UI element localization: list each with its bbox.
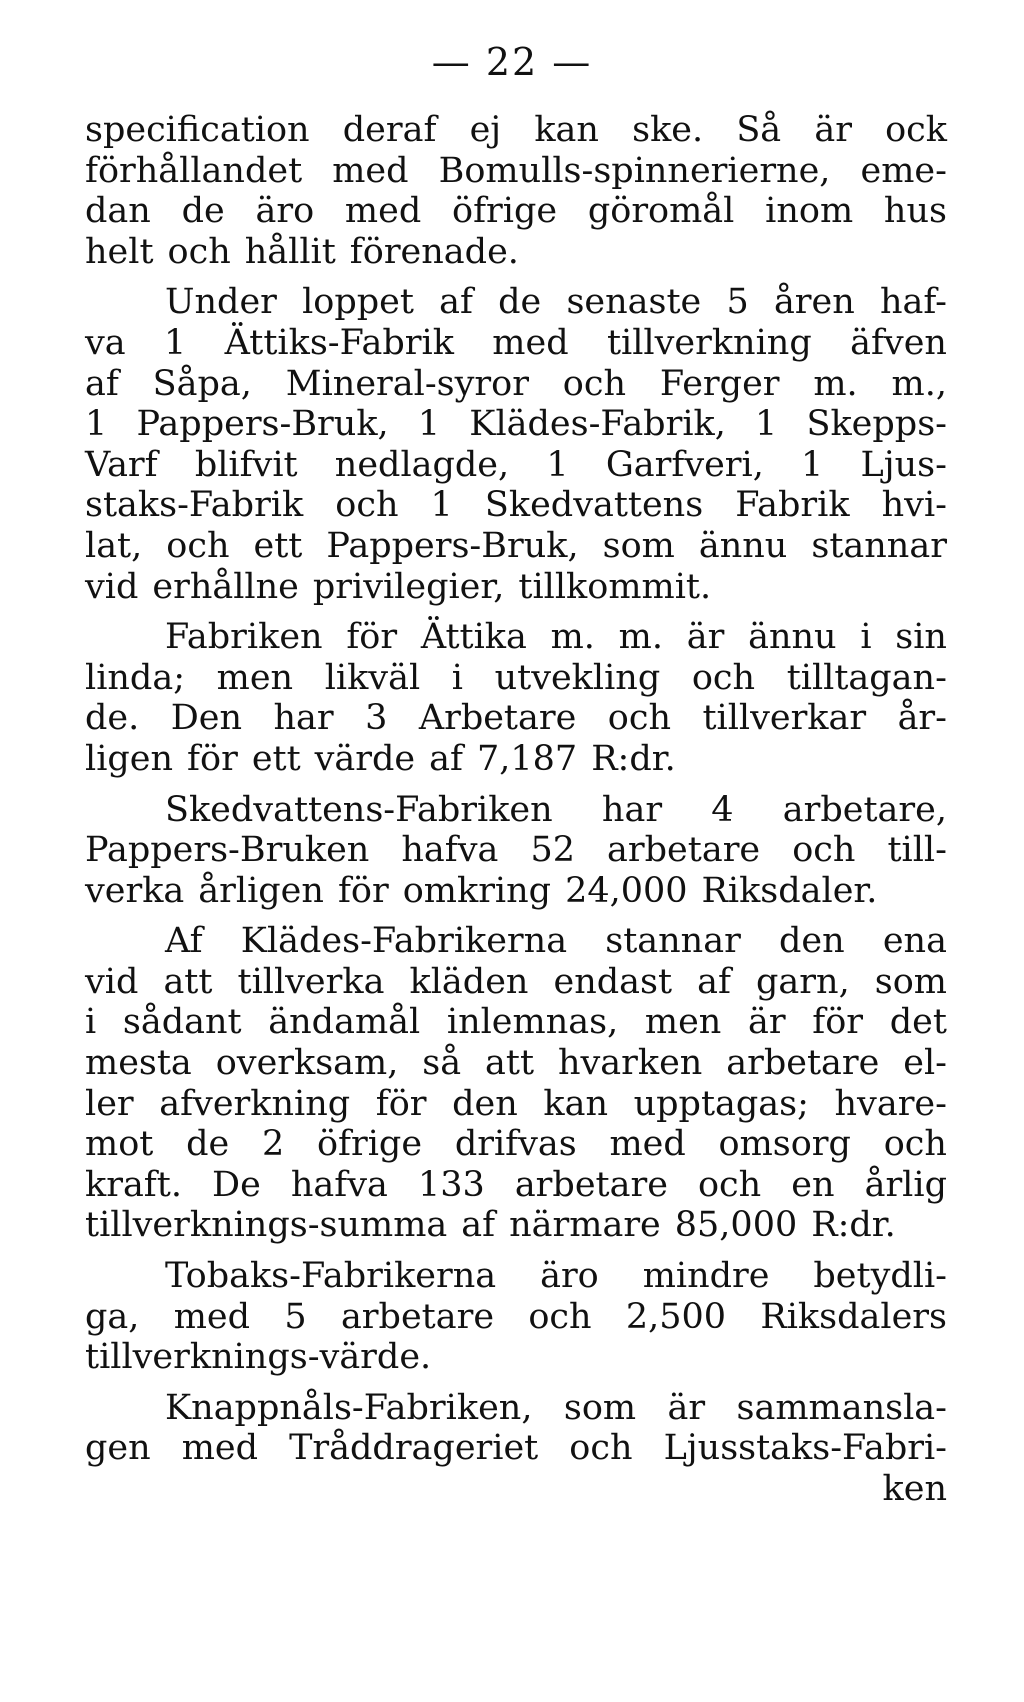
word: för <box>375 1083 427 1124</box>
word: af <box>429 738 463 779</box>
word: loppet <box>302 282 414 323</box>
text-line <box>85 962 947 1003</box>
word: Klädes-Fabrikerna <box>240 921 568 962</box>
word: Knappnåls-Fabriken, <box>165 1387 533 1428</box>
word: staks-Fabrik <box>85 485 304 526</box>
word: för <box>337 870 389 911</box>
word: overksam, <box>215 1043 399 1084</box>
word: nedlagde, <box>334 444 510 485</box>
word: Varf <box>85 444 158 485</box>
word: årlig <box>864 1164 947 1205</box>
word: 85,000 <box>674 1205 798 1246</box>
word: 1 <box>801 444 824 485</box>
word: Tråddrageriet <box>289 1428 539 1469</box>
text-line <box>85 1205 947 1246</box>
word: Garfveri, <box>605 444 764 485</box>
word: hvi- <box>881 485 947 526</box>
word: Skedvattens <box>484 485 704 526</box>
word: är <box>748 1002 786 1043</box>
word: kläden <box>409 961 529 1002</box>
text-line <box>85 445 947 486</box>
text-line <box>85 830 947 871</box>
text-line <box>85 1124 947 1165</box>
word: Pappers-Bruken <box>85 830 370 871</box>
word: med <box>181 1428 259 1469</box>
word: förenade. <box>349 231 519 272</box>
word: endast <box>553 961 673 1002</box>
paragraph <box>85 617 947 779</box>
word: eme- <box>860 150 947 191</box>
paragraph <box>85 110 947 272</box>
word: blifvit <box>194 444 298 485</box>
word: i <box>85 1002 97 1043</box>
word: omkring <box>402 870 552 911</box>
word: Arbetare <box>418 698 577 739</box>
word: linda; <box>85 657 185 698</box>
word: De <box>212 1164 261 1205</box>
word: den <box>452 1083 518 1124</box>
word: 133 <box>417 1164 485 1205</box>
word: senaste <box>566 282 702 323</box>
word: Ljusstaks-Fabri- <box>663 1428 947 1469</box>
text-line <box>85 698 947 739</box>
word: äro <box>540 1256 599 1297</box>
text-line <box>85 526 947 567</box>
word: deraf <box>342 110 437 150</box>
word: men <box>216 657 294 698</box>
word: sammansla- <box>736 1387 947 1428</box>
word: Riksdalers <box>760 1296 947 1337</box>
word: 2 <box>261 1124 285 1165</box>
word: värde <box>314 738 416 779</box>
word: kan <box>534 110 599 150</box>
word: R:dr. <box>591 738 676 779</box>
paragraph <box>85 1388 947 1469</box>
word: Skedvattens-Fabriken <box>165 789 553 830</box>
word: och <box>691 657 756 698</box>
word: att <box>163 961 213 1002</box>
text-line <box>85 1337 947 1378</box>
word: hus <box>883 191 947 232</box>
word: de <box>498 282 542 323</box>
word: förhållandet <box>85 150 303 191</box>
word: hafva <box>401 830 499 871</box>
word: hafva <box>290 1164 388 1205</box>
word: 3 <box>365 698 388 739</box>
word: år- <box>897 698 947 739</box>
word: 1 <box>430 485 453 526</box>
word: privilegier, <box>312 566 505 607</box>
word: tillverknings-summa <box>85 1205 448 1246</box>
word: och <box>792 830 856 871</box>
text-line <box>85 1043 947 1084</box>
word: arbetare <box>340 1296 495 1337</box>
text-line <box>85 1428 947 1469</box>
word: 1 <box>85 404 108 445</box>
word: Ättika <box>420 617 527 658</box>
text-line <box>85 1165 947 1206</box>
text-line <box>85 404 947 445</box>
word: el- <box>903 1043 947 1084</box>
text-line <box>85 1256 947 1297</box>
word: så <box>422 1043 462 1084</box>
word: som <box>602 525 675 566</box>
page-number-header: — 22 — <box>431 40 593 84</box>
word: stannar <box>811 525 947 566</box>
word: ej <box>469 110 502 150</box>
word: m. <box>813 363 858 404</box>
word: utvekling <box>494 657 661 698</box>
text-line <box>85 323 947 364</box>
word: Under <box>165 282 277 323</box>
word: 24,000 <box>565 870 688 911</box>
word: i <box>451 657 463 698</box>
text-line <box>85 921 947 962</box>
word: tillverkning <box>606 322 812 363</box>
text-line <box>85 110 947 151</box>
word: är <box>686 617 725 658</box>
word: som <box>563 1387 637 1428</box>
word: de <box>186 1124 230 1165</box>
word: 1 <box>164 322 187 363</box>
word: Ferger <box>659 363 780 404</box>
word: arbetare <box>607 830 761 871</box>
word: för <box>812 1002 864 1043</box>
word: inom <box>765 191 854 232</box>
word: dan <box>85 191 151 232</box>
catchword: ken <box>882 1469 947 1509</box>
word: af <box>697 961 731 1002</box>
word: Fabrik <box>735 485 850 526</box>
word: som <box>874 961 947 1002</box>
word: och <box>562 363 626 404</box>
word: och <box>569 1428 633 1469</box>
word: med <box>609 1124 686 1165</box>
word: afverkning <box>159 1083 351 1124</box>
word: Tobaks-Fabrikerna <box>165 1256 497 1297</box>
word: ännu <box>748 617 837 658</box>
word: 4 <box>711 789 734 830</box>
word: 52 <box>530 830 575 871</box>
text-line <box>85 1002 947 1043</box>
word: af <box>461 1205 496 1246</box>
word: m., <box>891 363 947 404</box>
word: mot <box>85 1124 154 1165</box>
word: att <box>485 1043 535 1084</box>
word: till- <box>887 830 947 871</box>
word: hållit <box>244 231 336 272</box>
word: af <box>439 282 473 323</box>
word: 1 <box>417 404 441 445</box>
word: va <box>85 322 126 363</box>
word: Ljus- <box>860 444 947 485</box>
word: R:dr. <box>811 1205 896 1246</box>
word: specification <box>85 110 310 150</box>
text-line <box>85 567 947 608</box>
word: 1 <box>546 444 569 485</box>
word: 5 <box>284 1296 307 1337</box>
word: Pappers-Bruk, <box>326 525 579 566</box>
word: ock <box>885 110 947 150</box>
word: och <box>607 698 671 739</box>
word: gen <box>85 1428 151 1469</box>
word: Fabriken <box>165 617 323 658</box>
text-line <box>85 151 947 192</box>
word: med <box>492 322 569 363</box>
word: ligen <box>85 738 174 779</box>
word: tilltagan- <box>786 657 947 698</box>
word: Mineral-syror <box>285 363 529 404</box>
word: tillverkar <box>702 698 867 739</box>
word: m. <box>618 617 663 658</box>
word: med <box>332 150 409 191</box>
word: kraft. <box>85 1164 182 1205</box>
word: garn, <box>756 961 850 1002</box>
text-line <box>85 871 947 912</box>
text-line <box>85 790 947 831</box>
word: stannar <box>605 921 741 962</box>
word: inlemnas, <box>446 1002 619 1043</box>
word: vid <box>85 961 139 1002</box>
word: Bomulls-spinnerierne, <box>438 150 831 191</box>
word: betydli- <box>813 1256 947 1297</box>
word: och <box>167 231 231 272</box>
word: 5 <box>726 282 749 323</box>
word: ändamål <box>268 1002 421 1043</box>
word: de <box>181 191 225 232</box>
text-line <box>85 739 947 780</box>
word: äfven <box>850 322 947 363</box>
paragraph <box>85 1256 947 1378</box>
word: tillverka <box>237 961 385 1002</box>
text-line <box>85 364 947 405</box>
word: och <box>883 1124 947 1165</box>
word: för <box>346 617 398 658</box>
word: är <box>667 1387 706 1428</box>
word: det <box>889 1002 947 1043</box>
paragraph <box>85 282 947 607</box>
word: af <box>85 363 119 404</box>
word: 7,187 <box>476 738 578 779</box>
word: ett <box>251 738 301 779</box>
word: och <box>335 485 399 526</box>
word: i <box>860 617 872 658</box>
text-line <box>85 1084 947 1125</box>
word: verka <box>85 870 185 911</box>
word: ga, <box>85 1296 140 1337</box>
word: upptagas; <box>633 1083 809 1124</box>
word: ler <box>85 1083 134 1124</box>
word: arbetare <box>514 1164 668 1205</box>
word: ske. <box>632 110 704 150</box>
text-line <box>85 485 947 526</box>
text-line <box>85 282 947 323</box>
text-line <box>85 617 947 658</box>
word: öfrige <box>452 191 558 232</box>
word: Klädes-Fabrik, <box>469 404 726 445</box>
word: och <box>528 1296 592 1337</box>
word: ännu <box>698 525 788 566</box>
word: hvarken <box>557 1043 703 1084</box>
word: den <box>779 921 845 962</box>
word: omsorg <box>718 1124 851 1165</box>
text-line <box>85 191 947 232</box>
word: 1 <box>755 404 778 445</box>
page-body <box>85 110 947 1510</box>
word: närmare <box>509 1205 661 1246</box>
word: arbetare, <box>782 789 947 830</box>
word: drifvas <box>454 1124 577 1165</box>
word: Så <box>736 110 782 150</box>
word: arbetare <box>726 1043 880 1084</box>
paragraph <box>85 790 947 912</box>
word: ett <box>253 525 303 566</box>
word: en <box>791 1164 835 1205</box>
word: tillkommit. <box>518 566 712 607</box>
word: likväl <box>324 657 421 698</box>
word: vid <box>85 566 139 607</box>
word: men <box>644 1002 722 1043</box>
word: har <box>273 698 334 739</box>
text-line <box>85 658 947 699</box>
word: och <box>697 1164 762 1205</box>
word: Den <box>170 698 243 739</box>
word: Riksdaler. <box>701 870 878 911</box>
word: mindre <box>642 1256 770 1297</box>
word: Af <box>165 921 203 962</box>
word: med <box>344 191 422 232</box>
word: är <box>814 110 852 150</box>
word: med <box>173 1296 251 1337</box>
word: göromål <box>587 191 735 232</box>
word: hvare- <box>834 1083 947 1124</box>
word: kan <box>543 1083 609 1124</box>
word: årligen <box>198 870 324 911</box>
word: har <box>601 789 663 830</box>
word: erhållne <box>152 566 299 607</box>
paragraph <box>85 921 947 1246</box>
word: mesta <box>85 1043 192 1084</box>
word: haf- <box>879 282 947 323</box>
word: sin <box>895 617 947 658</box>
text-line <box>85 1297 947 1338</box>
word: öfrige <box>316 1124 423 1165</box>
word: ena <box>882 921 947 962</box>
word: och <box>166 525 230 566</box>
word: de. <box>85 698 140 739</box>
word: sådant <box>122 1002 242 1043</box>
word: Såpa, <box>152 363 252 404</box>
word: Pappers-Bruk, <box>136 404 389 445</box>
text-line <box>85 1388 947 1429</box>
word: lat, <box>85 525 143 566</box>
word: åren <box>773 282 855 323</box>
word: tillverknings-värde. <box>85 1337 432 1378</box>
word: äro <box>255 191 315 232</box>
word: för <box>187 738 238 779</box>
word: helt <box>85 231 154 272</box>
text-line <box>85 232 947 273</box>
word: m. <box>550 617 595 658</box>
word: Skepps- <box>806 404 947 445</box>
word: 2,500 <box>625 1296 727 1337</box>
word: Ättiks-Fabrik <box>224 322 454 363</box>
